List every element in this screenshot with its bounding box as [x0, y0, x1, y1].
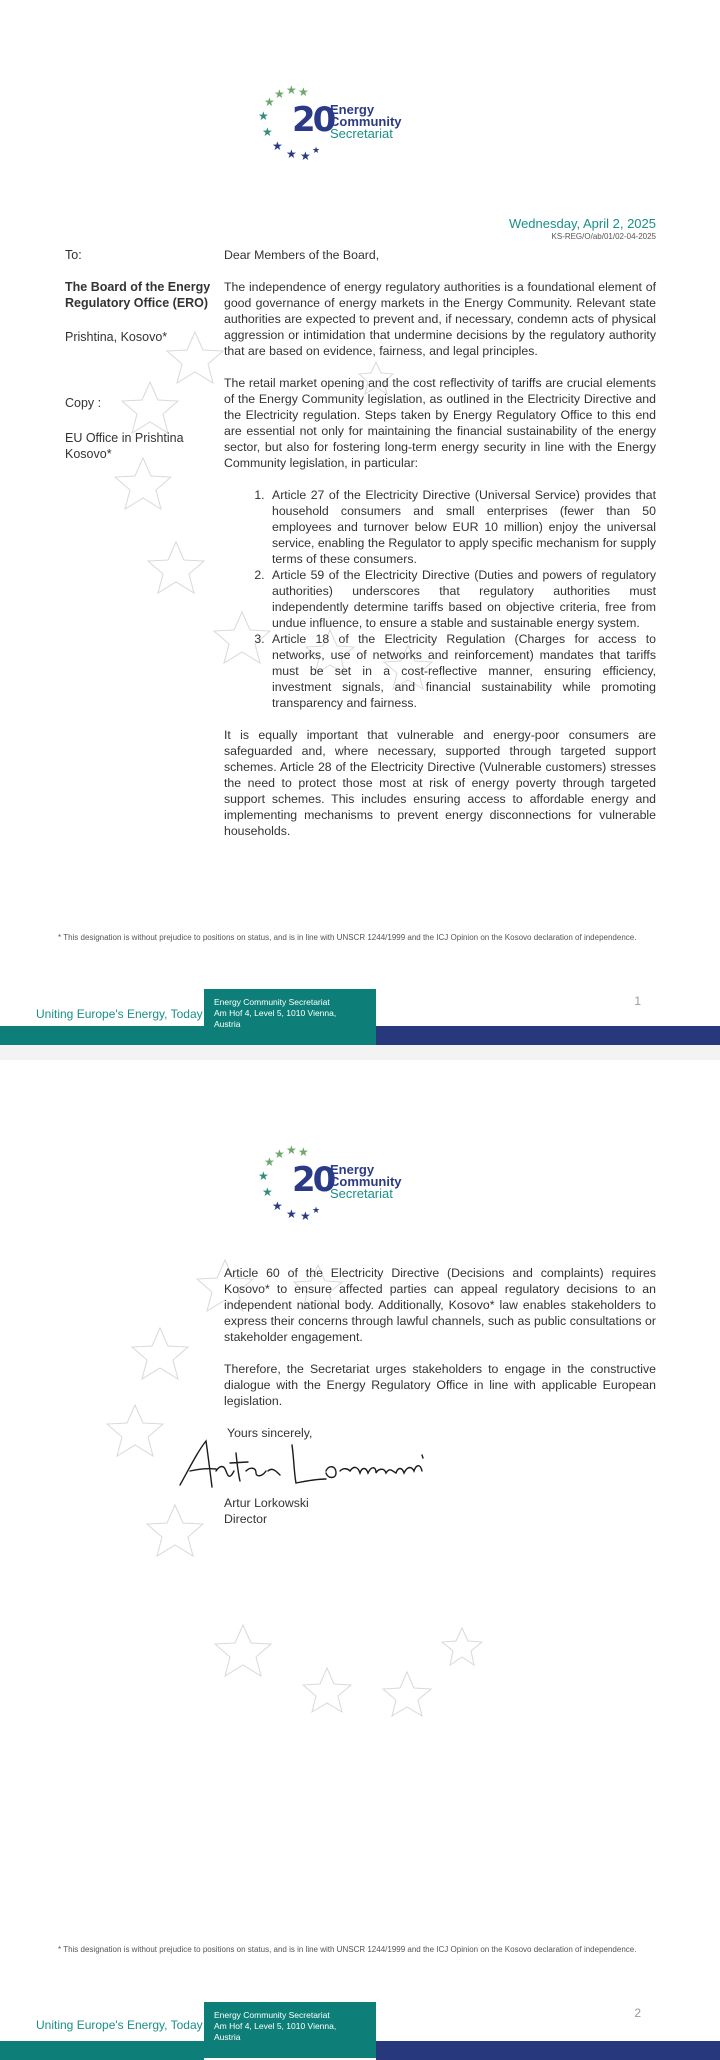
letter-body-page-2 [224, 1265, 656, 1457]
logo-star-icon: ★ [286, 1143, 297, 1157]
footer-address-line: Energy Community Secretariat [214, 2010, 330, 2020]
footer-address [204, 2002, 376, 2058]
footer-bar-blue [376, 2041, 720, 2060]
logo-star-icon: ★ [272, 139, 283, 153]
footer-address-line: Austria [214, 1019, 241, 1029]
closing: Yours sincerely, [227, 1426, 313, 1440]
footer-slogan: Uniting Europe's Energy, Today [36, 2018, 203, 2032]
footer-address [204, 989, 376, 1045]
watermark-star-icon [107, 1405, 163, 1456]
logo-line-1: Energy [330, 1162, 375, 1177]
footer-address-line: Energy Community Secretariat [214, 997, 330, 1007]
watermark-star-icon [115, 458, 171, 509]
footnote: * This designation is without prejudice to positions on status, and is in line with UNSCR 1244/1999 and the ICJ Opinion on the Kosovo declaration of independence. [58, 933, 637, 942]
paragraph: The retail market opening and the cost reflectivity of tariffs are crucial elements of the Energy Community legislation, as outlined in the Electricity Directive and the Electricity regulation. Steps taken by Energy Regulatory Office to this end are essential not only for maintaining the financial sustainability of the energy sector, but also for fostering long-term energy security in line with the Energy Community legislation, in particular: [224, 376, 656, 470]
logo-line-3: Secretariat [330, 126, 393, 141]
logo-numeral: 20 [292, 100, 334, 140]
reference-number: KS-REG/O/ab/01/02-04-2025 [551, 232, 656, 241]
watermark-star-icon [303, 1668, 351, 1712]
logo-star-icon: ★ [298, 1145, 309, 1159]
watermark-star-icon [148, 542, 204, 593]
logo-wordmark [330, 1164, 402, 1200]
logo-star-icon: ★ [274, 87, 285, 101]
logo-star-icon: ★ [300, 1209, 311, 1223]
handwritten-signature [176, 1435, 456, 1497]
logo-numeral: 20 [292, 1160, 334, 1200]
signer-title: Director [224, 1512, 268, 1526]
footer-bar-blue [376, 1026, 720, 1045]
paragraph: It is equally important that vulnerable and energy-poor consumers are safeguarded and, where necessary, supported through targeted support schemes. Article 28 of the Electricity Directive (Vulnerable customers) stresses the need to protect those most at risk of energy poverty through targeted support schemes. This includes ensuring access to affordable energy and implementing mechanisms to prevent energy disconnections for vulnerable households. [224, 728, 656, 838]
logo-star-icon: ★ [262, 125, 273, 139]
logo-star-icon: ★ [274, 1147, 285, 1161]
logo-line-1: Energy [330, 102, 375, 117]
logo-star-icon: ★ [258, 109, 269, 123]
article-list [224, 487, 656, 711]
letter-page-2 [0, 1060, 720, 2060]
logo-star-icon: ★ [312, 1205, 321, 1215]
page-number: 2 [634, 2006, 641, 2020]
logo-star-icon: ★ [258, 1169, 269, 1183]
copy-recipient: EU Office in Prishtina Kosovo* [65, 431, 184, 461]
logo-star-icon: ★ [298, 85, 309, 99]
footer-address-line: Am Hof 4, Level 5, 1010 Vienna, [214, 2021, 337, 2031]
list-item: 3. Article 18 of the Electricity Regulation (Charges for access to networks, use of networks and reinforcement) mandates that tariffs must be set in a cost-reflective manner, ensuring efficiency, investment signals, and financial sustainability while promoting transparency and fairness. [268, 631, 656, 711]
logo-star-icon: ★ [264, 1155, 275, 1169]
letter-body-page-1 [224, 247, 656, 855]
watermark-star-icon [442, 1628, 482, 1665]
paragraph: The independence of energy regulatory authorities is a foundational element of good governance of energy markets in the Energy Community. Relevant state authorities are expected to prevent and, if necessary, condemn acts of physical aggression or intimidation that undermine decisions by the regulatory authority that are based on evidence, fairness, and legal principles. [224, 280, 656, 358]
watermark-star-icon [147, 1505, 203, 1556]
addressee: The Board of the Energy Regulatory Office (ERO) [65, 280, 211, 310]
list-item: 2. Article 59 of the Electricity Directive (Duties and powers of regulatory authorities) underscores that regulatory authorities must independently determine tariffs based on objective criteria, free from undue influence, to ensure a stable and sustainable energy system. [268, 567, 656, 631]
watermark-star-icon [383, 1672, 431, 1716]
logo-line-2: Community [330, 1174, 402, 1189]
logo-star-icon: ★ [286, 147, 297, 161]
to-label: To: [65, 248, 82, 262]
page-number: 1 [634, 994, 641, 1008]
paragraph: Therefore, the Secretariat urges stakeholders to engage in the constructive dialogue with the Energy Regulatory Office in line with applicable European legislation. [224, 1362, 656, 1408]
signer-block [224, 1495, 656, 1527]
logo-star-icon: ★ [262, 1185, 273, 1199]
energy-community-logo [258, 1144, 418, 1230]
logo-line-3: Secretariat [330, 1186, 393, 1201]
energy-community-logo [258, 84, 418, 170]
logo-star-icon: ★ [286, 83, 297, 97]
logo-star-icon: ★ [264, 95, 275, 109]
watermark-star-icon [215, 1625, 271, 1676]
footnote: * This designation is without prejudice to positions on status, and is in line with UNSCR 1244/1999 and the ICJ Opinion on the Kosovo declaration of independence. [58, 1945, 637, 1954]
footer-bar-green [0, 2041, 204, 2060]
list-item: 1. Article 27 of the Electricity Directive (Universal Service) provides that household consumers and small enterprises (fewer than 50 employees and turnover below EUR 10 million) enjoy the universal service, enabling the Regulator to apply specific mechanism for supply terms of these consumers. [268, 487, 656, 567]
footer-slogan: Uniting Europe's Energy, Today [36, 1007, 203, 1021]
copy-label: Copy : [65, 396, 102, 410]
logo-star-icon: ★ [300, 149, 311, 163]
watermark-star-icon [122, 382, 178, 433]
letter-date: Wednesday, April 2, 2025 [509, 216, 656, 231]
logo-star-icon: ★ [272, 1199, 283, 1213]
paragraph: Article 60 of the Electricity Directive (Decisions and complaints) requires Kosovo* to ensure affected parties can appeal regulatory decisions to an independent national body. Additionally, Kosovo* law enables stakeholders to express their concerns through lawful channels, such as public consultations or stakeholder engagement. [224, 1266, 656, 1344]
addressee-location: Prishtina, Kosovo* [65, 330, 168, 344]
watermark-star-icon [167, 332, 223, 383]
signer-name: Artur Lorkowski [224, 1496, 309, 1510]
logo-star-icon: ★ [286, 1207, 297, 1221]
footer-address-line: Austria [214, 2032, 241, 2042]
watermark-star-icon [132, 1328, 188, 1379]
logo-wordmark [330, 104, 402, 140]
footer-bar-green [0, 1026, 204, 1045]
logo-star-icon: ★ [312, 145, 321, 155]
footer-address-line: Am Hof 4, Level 5, 1010 Vienna, [214, 1008, 337, 1018]
logo-line-2: Community [330, 114, 402, 129]
salutation: Dear Members of the Board, [224, 248, 380, 262]
